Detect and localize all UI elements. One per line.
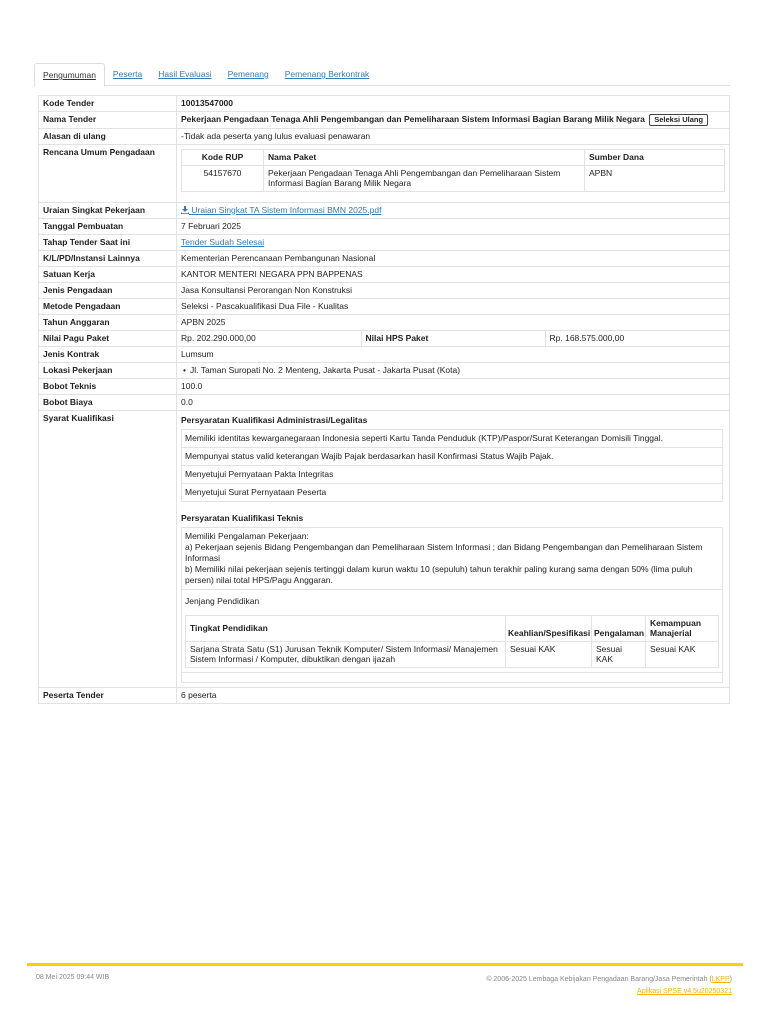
- rup-kode: 54157670: [182, 165, 264, 191]
- row-tahun: [39, 314, 730, 330]
- value-jenis: Jasa Konsultansi Perorangan Non Konstruksi: [177, 282, 730, 298]
- jenjang-table: [185, 615, 719, 668]
- row-alasan: [39, 129, 730, 145]
- row-lokasi: [39, 362, 730, 378]
- value-lokasi: Jl. Taman Suropati No. 2 Menteng, Jakarta Pusat - Jakarta Pusat (Kota): [189, 364, 461, 375]
- value-bobot-teknis: 100.0: [177, 378, 730, 394]
- rup-nama: Pekerjaan Pengadaan Tenaga Ahli Pengembangan dan Pemeliharaan Sistem Informasi Bagian Barang Milik Negara: [264, 165, 585, 191]
- row-syarat: [39, 410, 730, 687]
- value-peserta: 6 peserta: [177, 687, 730, 703]
- tab-pemenang[interactable]: Pemenang: [227, 69, 269, 79]
- row-tahap: [39, 234, 730, 250]
- label-nama-tender: Nama Tender: [39, 112, 177, 129]
- label-peserta: Peserta Tender: [39, 687, 177, 703]
- value-satker: KANTOR MENTERI NEGARA PPN BAPPENAS: [177, 266, 730, 282]
- tab-pengumuman[interactable]: Pengumuman: [34, 63, 105, 87]
- label-bobot-biaya: Bobot Biaya: [39, 394, 177, 410]
- table-row: [186, 641, 719, 667]
- jenjang-header-tingkat: Tingkat Pendidikan: [186, 615, 506, 641]
- value-hps: Rp. 168.575.000,00: [549, 332, 625, 343]
- bullet-icon: •: [183, 364, 186, 375]
- seleksi-ulang-badge: Seleksi Ulang: [649, 114, 708, 126]
- admin-title: Persyaratan Kualifikasi Administrasi/Legalitas: [181, 414, 368, 425]
- jenjang-header-keahlian: Keahlian/Spesifikasi: [506, 615, 592, 641]
- list-item: Menyetujui Surat Pernyataan Peserta: [181, 484, 723, 502]
- footer-copyright: © 2006-2025 Lembaga Kebijakan Pengadaan Barang/Jasa Pemerintah (LKPP) Aplikasi SPSE v4.5u20250321: [486, 976, 732, 995]
- teknis-line: a) Pekerjaan sejenis Bidang Pengembangan dan Pemeliharaan Sistem Informasi ; dan Bidang Pengembangan dan Pemeliharaan Sistem Informasi: [185, 541, 703, 563]
- footer-timestamp: 08 Mei 2025 09:44 WIB: [36, 974, 110, 981]
- row-tanggal: [39, 218, 730, 234]
- row-jenis: [39, 282, 730, 298]
- uraian-download-link[interactable]: [181, 205, 381, 215]
- rup-table: [181, 149, 725, 192]
- tab-pemenang-berkontrak[interactable]: Pemenang Berkontrak: [284, 69, 370, 79]
- value-kontrak: Lumsum: [177, 346, 730, 362]
- lkpp-link[interactable]: LKPP: [711, 976, 730, 983]
- list-item: Mempunyai status valid keterangan Wajib Pajak berdasarkan hasil Konfirmasi Status Wajib Pajak.: [181, 448, 723, 466]
- value-klpd: Kementerian Perencanaan Pembangunan Nasional: [177, 250, 730, 266]
- jenjang-header-pengalaman: Pengalaman: [592, 615, 646, 641]
- label-tahun: Tahun Anggaran: [39, 314, 177, 330]
- app-version-link[interactable]: Aplikasi SPSE v4.5u20250321: [637, 988, 732, 995]
- row-metode: [39, 298, 730, 314]
- label-uraian: Uraian Singkat Pekerjaan: [39, 202, 177, 218]
- value-kode-tender: 10013547000: [177, 96, 730, 112]
- list-item: Menyetujui Pernyataan Pakta Integritas: [181, 466, 723, 484]
- download-icon: [181, 206, 189, 214]
- label-tanggal: Tanggal Pembuatan: [39, 218, 177, 234]
- value-tanggal: 7 Februari 2025: [177, 218, 730, 234]
- teknis-box: [181, 527, 723, 590]
- rup-header-kode: Kode RUP: [182, 150, 264, 166]
- jenjang-title: Jenjang Pendidikan: [185, 595, 260, 606]
- value-pagu: Rp. 202.290.000,00: [177, 331, 361, 346]
- value-bobot-biaya: 0.0: [177, 394, 730, 410]
- jenjang-tingkat: Sarjana Strata Satu (S1) Jurusan Teknik Komputer/ Sistem Informasi/ Manajemen Sistem Informasi / Komputer, dibuktikan dengan ijazah: [186, 641, 506, 667]
- label-syarat: Syarat Kualifikasi: [39, 410, 177, 687]
- label-alasan: Alasan di ulang: [39, 129, 177, 145]
- label-klpd: K/L/PD/Instansi Lainnya: [39, 250, 177, 266]
- teknis-line: Memiliki Pengalaman Pekerjaan:: [185, 530, 309, 541]
- label-kode-tender: Kode Tender: [39, 96, 177, 112]
- teknis-title: Persyaratan Kualifikasi Teknis: [181, 512, 304, 523]
- footer: [27, 963, 743, 995]
- tab-peserta[interactable]: Peserta: [112, 69, 143, 79]
- tahap-link[interactable]: Tender Sudah Selesai: [181, 236, 265, 247]
- jenjang-manajerial: Sesuai KAK: [646, 641, 719, 667]
- row-kode-tender: [39, 96, 730, 112]
- row-nama-tender: [39, 112, 730, 129]
- row-uraian: [39, 202, 730, 218]
- jenjang-pengalaman: Sesuai KAK: [592, 641, 646, 667]
- row-satker: [39, 266, 730, 282]
- row-pagu: [39, 330, 730, 346]
- label-lokasi: Lokasi Pekerjaan: [39, 362, 177, 378]
- row-rup: [39, 145, 730, 203]
- rup-header-sumber: Sumber Dana: [585, 150, 725, 166]
- row-kontrak: [39, 346, 730, 362]
- rup-sumber: APBN: [585, 165, 725, 191]
- teknis-line: b) Memiliki nilai pekerjaan sejenis tertinggi dalam kurun waktu 10 (sepuluh) tahun terakhir paling kurang sama dengan 50% (lima puluh persen) nilai total HPS/Pagu Anggaran.: [185, 563, 693, 585]
- row-bobot-teknis: [39, 378, 730, 394]
- label-kontrak: Jenis Kontrak: [39, 346, 177, 362]
- table-row: [182, 165, 725, 191]
- label-rup: Rencana Umum Pengadaan: [39, 145, 177, 203]
- copyright-text: © 2006-2025 Lembaga Kebijakan Pengadaan Barang/Jasa Pemerintah: [486, 976, 708, 983]
- label-bobot-teknis: Bobot Teknis: [39, 378, 177, 394]
- jenjang-keahlian: Sesuai KAK: [506, 641, 592, 667]
- label-tahap: Tahap Tender Saat ini: [39, 234, 177, 250]
- tab-hasil-evaluasi[interactable]: Hasil Evaluasi: [158, 69, 212, 79]
- uraian-file-name: Uraian Singkat TA Sistem Informasi BMN 2025.pdf: [191, 204, 382, 215]
- value-metode: Seleksi - Pascakualifikasi Dua File - Kualitas: [177, 298, 730, 314]
- tender-detail-table: [38, 95, 730, 704]
- value-nama-tender: Pekerjaan Pengadaan Tenaga Ahli Pengembangan dan Pemeliharaan Sistem Informasi Bagian Barang Milik Negara: [181, 114, 645, 124]
- label-jenis: Jenis Pengadaan: [39, 282, 177, 298]
- empty-row: [181, 673, 723, 683]
- jenjang-box: [181, 590, 723, 673]
- label-satker: Satuan Kerja: [39, 266, 177, 282]
- row-klpd: [39, 250, 730, 266]
- jenjang-header-manajerial: Kemampuan Manajerial: [646, 615, 719, 641]
- label-pagu: Nilai Pagu Paket: [39, 330, 177, 346]
- rup-header-nama: Nama Paket: [264, 150, 585, 166]
- list-item: Memiliki identitas kewarganegaraan Indonesia seperti Kartu Tanda Penduduk (KTP)/Paspor/Surat Keterangan Domisili Tinggal.: [181, 429, 723, 448]
- value-tahun: APBN 2025: [177, 314, 730, 330]
- value-alasan: -Tidak ada peserta yang lulus evaluasi penawaran: [177, 129, 730, 145]
- row-peserta: [39, 687, 730, 703]
- label-hps: Nilai HPS Paket: [361, 331, 545, 346]
- tab-bar: [34, 63, 730, 86]
- label-metode: Metode Pengadaan: [39, 298, 177, 314]
- row-bobot-biaya: [39, 394, 730, 410]
